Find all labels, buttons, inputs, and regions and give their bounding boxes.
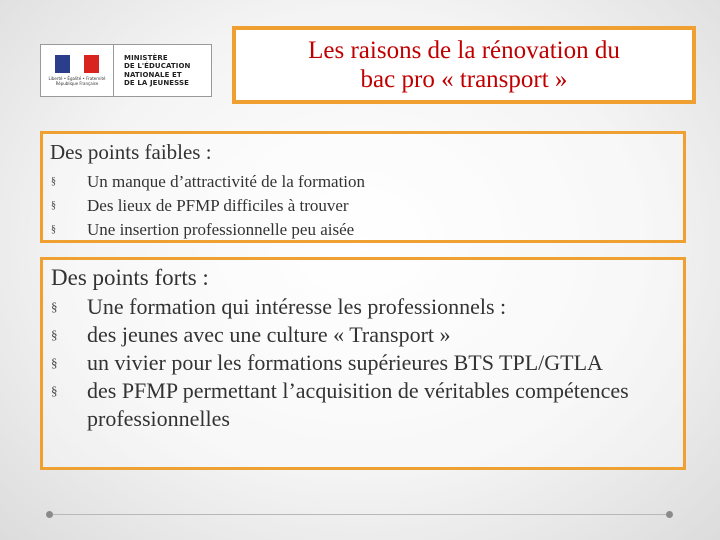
list-item-text: un vivier pour les formations supérieures BTS TPL/GTLA: [87, 350, 603, 375]
bullet-icon: §: [51, 299, 58, 314]
list-item-text: Une insertion professionnelle peu aisée: [87, 220, 355, 239]
bullet-icon: §: [51, 383, 58, 398]
bullet-icon: §: [51, 224, 56, 235]
bullet-icon: §: [51, 176, 56, 187]
weak-points-box: [40, 131, 686, 243]
french-flag-icon: [55, 55, 99, 73]
list-item: [51, 170, 365, 194]
weak-points-list: [51, 170, 365, 242]
title-box: [232, 26, 696, 104]
weak-points-heading: Des points faibles :: [50, 140, 212, 164]
title-line-2: bac pro « transport »: [360, 66, 568, 93]
list-item-text: Un manque d’attractivité de la formation: [87, 172, 366, 191]
list-item-text: des jeunes avec une culture « Transport »: [87, 322, 451, 347]
strong-points-box: [40, 257, 686, 470]
motto: Liberté • Égalité • Fraternité République Française: [48, 76, 106, 86]
list-item: [51, 321, 681, 349]
footer-divider: [52, 514, 672, 515]
bullet-icon: §: [51, 200, 56, 211]
list-item-text: Des lieux de PFMP difficiles à trouver: [87, 196, 349, 215]
footer-dot-left: [46, 511, 53, 518]
title-line-1: Les raisons de la rénovation du: [308, 37, 620, 64]
list-item-text: Une formation qui intéresse les professionnels :: [87, 294, 507, 319]
strong-points-list: [51, 293, 681, 433]
slide-title: [308, 36, 620, 94]
list-item: [51, 218, 365, 242]
list-item: [51, 349, 681, 377]
ministry-logo: [40, 44, 212, 97]
bullet-icon: §: [51, 327, 58, 342]
footer-dot-right: [666, 511, 673, 518]
marianne-emblem: [41, 45, 114, 96]
list-item: [51, 377, 681, 433]
strong-points-heading: Des points forts :: [51, 265, 209, 290]
list-item-text: des PFMP permettant l’acquisition de véritables compétences professionnelles: [87, 378, 629, 431]
bullet-icon: §: [51, 355, 58, 370]
list-item: [51, 194, 365, 218]
list-item: [51, 293, 681, 321]
ministry-name: MINISTÈRE DE L'ÉDUCATION NATIONALE ET DE LA JEUNESSE: [124, 53, 191, 87]
